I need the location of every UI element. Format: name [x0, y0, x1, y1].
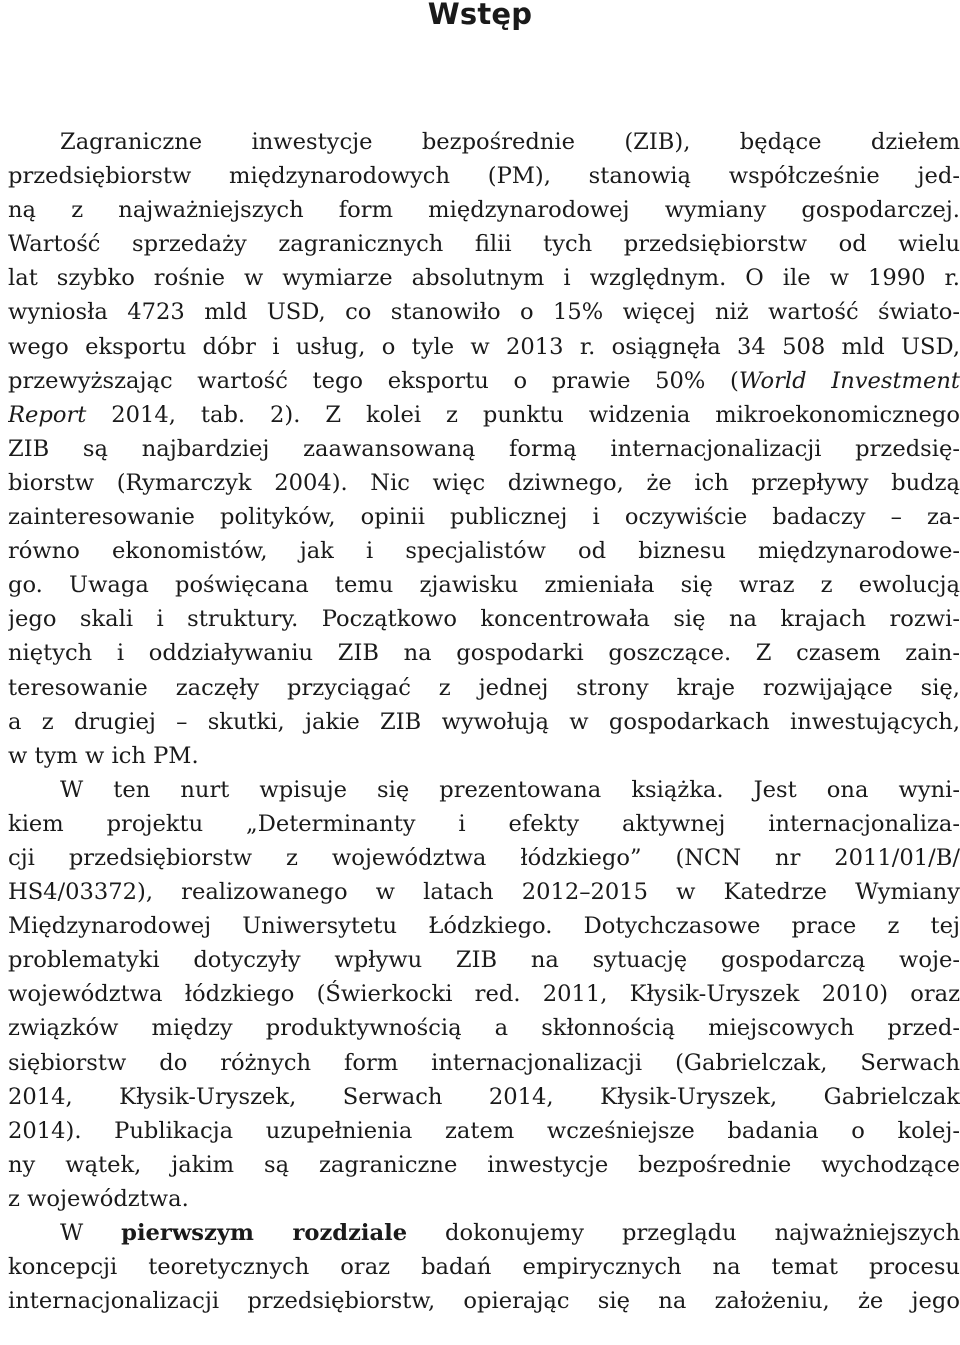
text-line: cji przedsiębiorstw z województwa łódzkiego” (NCN nr 2011/01/B/: [8, 844, 960, 871]
text-line: go. Uwaga poświęcana temu zjawisku zmieniała się wraz z ewolucją: [8, 572, 960, 599]
text-line: wego eksportu dóbr i usług, o tyle w 2013 r. osiągnęła 34 508 mld USD,: [8, 333, 960, 360]
text-line: internacjonalizacji przedsiębiorstw, opierając się na założeniu, że jego: [8, 1288, 960, 1315]
text-line: teresowanie zaczęły przyciągać z jednej strony kraje rozwijające się,: [8, 674, 960, 701]
text-line: problematyki dotyczyły wpływu ZIB na sytuację gospodarczą woje-: [8, 947, 960, 974]
text-line: Wartość sprzedaży zagranicznych filii tych przedsiębiorstw od wielu: [8, 231, 960, 258]
text-line: związków między produktywnością a skłonnością miejscowych przed-: [8, 1015, 960, 1042]
italic-text: World Investment: [738, 367, 960, 394]
text-line: koncepcji teoretycznych oraz badań empirycznych na temat procesu: [8, 1254, 960, 1281]
text-line: ZIB są najbardziej zaawansowaną formą internacjonalizacji przedsię-: [8, 435, 960, 462]
text-line: 2014, Kłysik-Uryszek, Serwach 2014, Kłysik-Uryszek, Gabrielczak: [8, 1083, 960, 1110]
text-line: 2014). Publikacja uzupełnienia zatem wcześniejsze badania o kolej-: [8, 1117, 960, 1144]
text-line: Międzynarodowej Uniwersytetu Łódzkiego. Dotychczasowe prace z tej: [8, 913, 960, 940]
text-line: Report 2014, tab. 2). Z kolei z punktu widzenia mikroekonomicznego: [8, 401, 960, 428]
page-title: Wstęp: [427, 0, 533, 31]
text-line: ny wątek, jakim są zagraniczne inwestycje bezpośrednie wychodzące: [8, 1151, 960, 1178]
text-line: przewyższając wartość tego eksportu o prawie 50% (World Investment: [8, 367, 960, 394]
text-line: ną z najważniejszych form międzynarodowej wymiany gospodarczej.: [8, 197, 960, 224]
bold-text: pierwszym rozdziale: [121, 1220, 408, 1246]
text-line: województwa łódzkiego (Świerkocki red. 2011, Kłysik-Uryszek 2010) oraz: [8, 981, 960, 1008]
text-line: zainteresowanie polityków, opinii publicznej i oczywiście badaczy – za-: [8, 504, 960, 531]
text-line: kiem projektu „Determinanty i efekty aktywnej internacjonaliza-: [8, 810, 960, 837]
text-line: równo ekonomistów, jak i specjalistów od biznesu międzynarodowe-: [8, 538, 960, 565]
text-line: siębiorstw do różnych form internacjonalizacji (Gabrielczak, Serwach: [8, 1049, 960, 1076]
text-line: biorstw (Rymarczyk 2004). Nic więc dziwnego, że ich przepływy budzą: [8, 469, 960, 496]
text-line: lat szybko rośnie w wymiarze absolutnym i względnym. O ile w 1990 r.: [8, 265, 960, 292]
text-line: W pierwszym rozdziale dokonujemy przeglądu najważniejszych: [60, 1220, 960, 1246]
text-line: w tym w ich PM.: [8, 742, 199, 769]
italic-text: Report: [8, 401, 87, 428]
text-line: jego skali i struktury. Początkowo koncentrowała się na krajach rozwi-: [8, 606, 960, 633]
body-text: [8, 125, 960, 1318]
text-line: HS4/03372), realizowanego w latach 2012–2015 w Katedrze Wymiany: [8, 879, 960, 906]
text-line: wyniosła 4723 mld USD, co stanowiło o 15% więcej niż wartość świato-: [8, 299, 960, 326]
text-line: W ten nurt wpisuje się prezentowana książka. Jest ona wyni-: [60, 776, 960, 803]
text-line: a z drugiej – skutki, jakie ZIB wywołują w gospodarkach inwestujących,: [8, 708, 960, 735]
text-line: Zagraniczne inwestycje bezpośrednie (ZIB), będące dziełem: [60, 129, 960, 155]
text-line: niętych i oddziaływaniu ZIB na gospodarki goszczące. Z czasem zain-: [8, 640, 960, 667]
text-line: z województwa.: [8, 1185, 189, 1212]
text-line: przedsiębiorstw międzynarodowych (PM), stanowią współcześnie jed-: [8, 163, 960, 190]
